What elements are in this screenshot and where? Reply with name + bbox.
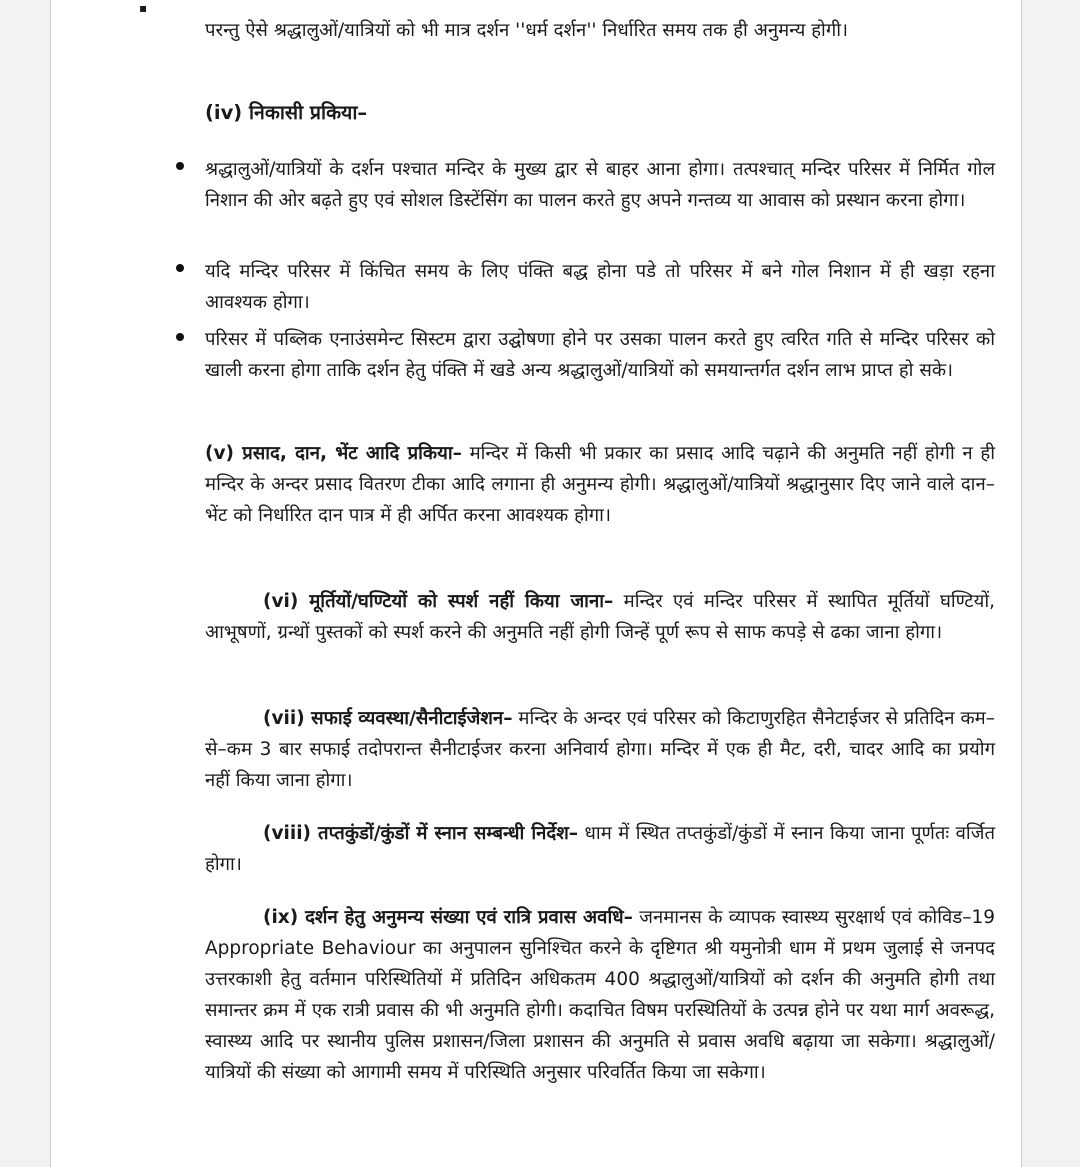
bullet-icon xyxy=(176,333,184,341)
section-ix-heading: (ix) दर्शन हेतु अनुमन्य संख्या एवं रात्रि प्रवास अवधि– xyxy=(263,907,633,928)
section-v-body: मन्दिर में किसी भी प्रकार का प्रसाद आदि चढ़ाने की अनुमति नहीं होगी न ही मन्दिर के अन्दर प्रसाद वितरण टीका आदि लगाना ही अनुमन्य होगी। श्रद्धालुओं/यात्रियों श्रद्धानुसार दिए जाने वाले दान–भेंट को निर्धारित दान पात्र में ही अर्पित करना आवश्यक होगा। xyxy=(205,443,995,526)
section-ix-body: जनमानस के व्यापक स्वास्थ्य सुरक्षार्थ एवं कोविड–19 Appropriate Behaviour का अनुपालन सुनिश्चित करने के दृष्टिगत श्री यमुनोत्री धाम में प्रथम जुलाई से जनपद उत्तरकाशी हेतु वर्तमान परिस्थितियों में प्रतिदिन अधिकतम 400 श्रद्धालुओं/यात्रियों को दर्शन की अनुमति होगी तथा समान्तर क्रम में एक रात्री प्रवास की भी अनुमति होगी। कदाचित विषम परस्थितियों के उत्पन्न होने पर यथा मार्ग अवरूद्ध, स्वास्थ्य आदि पर स्थानीय पुलिस प्रशासन/जिला प्रशासन की अनुमति से प्रवास अवधि बढ़ाया जा सकेगा। श्रद्धालुओं/यात्रियों की संख्या को आगामी समय में परिस्थिति अनुसार परिवर्तित किया जा सकेगा। xyxy=(205,907,995,1083)
section-viii-body: धाम में स्थित तप्तकुंडों/कुंडों में स्नान किया जाना पूर्णतः वर्जित होगा। xyxy=(205,823,995,875)
section-vi-body: मन्दिर एवं मन्दिर परिसर में स्थापित मूर्तियों घण्टियों, आभूषणों, ग्रन्थों पुस्तकों को स्पर्श करने की अनुमति नहीं होगी जिन्हें पूर्ण रूप से साफ कपड़े से ढका जाना होगा। xyxy=(205,591,995,643)
section-vi-paragraph xyxy=(205,586,995,648)
section-iv-bullet-3: परिसर में पब्लिक एनाउंसमेन्ट सिस्टम द्वारा उद्घोषणा होने पर उसका पालन करते हुए त्वरित गति से मन्दिर परिसर को खाली करना होगा ताकि दर्शन हेतु पंक्ति में खडे अन्य श्रद्धालुओं/यात्रियों को समयान्तर्गत दर्शन लाभ प्राप्त हो सके। xyxy=(205,329,995,381)
intro-paragraph xyxy=(205,15,995,46)
bullet-icon xyxy=(176,162,184,170)
section-iv-bullet-1: श्रद्धालुओं/यात्रियों के दर्शन पश्चात मन्दिर के मुख्य द्वार से बाहर आना होगा। तत्पश्चात् मन्दिर परिसर में निर्मित गोल निशान की ओर बढ़ते हुए एवं सोशल डिस्टेंसिंग का पालन करते हुए अपने गन्तव्य या आवास को प्रस्थान करना होगा। xyxy=(205,159,995,211)
section-vi-heading: (vi) मूर्तियों/घण्टियों को स्पर्श नहीं किया जाना– xyxy=(263,591,614,612)
intro-text: परन्तु ऐसे श्रद्धालुओं/यात्रियों को भी मात्र दर्शन ''धर्म दर्शन'' निर्धारित समय तक ही अनुमन्य होगी। xyxy=(205,20,849,41)
section-viii-paragraph xyxy=(205,818,995,880)
section-iv-bullet-2: यदि मन्दिर परिसर में किंचित समय के लिए पंक्ति बद्ध होना पडे तो परिसर में बने गोल निशान में ही खड़ा रहना आवश्यक होगा। xyxy=(205,261,995,313)
section-ix-paragraph xyxy=(205,902,995,1088)
corner-mark: ▪ xyxy=(139,1,148,15)
section-v-heading: (v) प्रसाद, दान, भेंट आदि प्रकिया– xyxy=(205,443,462,464)
section-iv-heading: (iv) निकासी प्रकिया– xyxy=(205,101,368,124)
section-vii-paragraph xyxy=(205,703,995,796)
section-viii-heading: (viii) तप्तकुंडों/कुंडों में स्नान सम्बन्धी निर्देश– xyxy=(263,823,579,844)
section-vii-heading: (vii) सफाई व्यवस्था/सैनीटाईजेशन– xyxy=(263,708,513,729)
section-v-paragraph xyxy=(205,438,995,531)
section-vii-body: मन्दिर के अन्दर एवं परिसर को किटाणुरहित सैनेटाईजर से प्रतिदिन कम–से–कम 3 बार सफाई तदोपरान्त सैनीटाईजर करना अनिवार्य होगा। मन्दिर में एक ही मैट, दरी, चादर आदि का प्रयोग नहीं किया जाना होगा। xyxy=(205,708,995,791)
bullet-icon xyxy=(176,264,184,272)
